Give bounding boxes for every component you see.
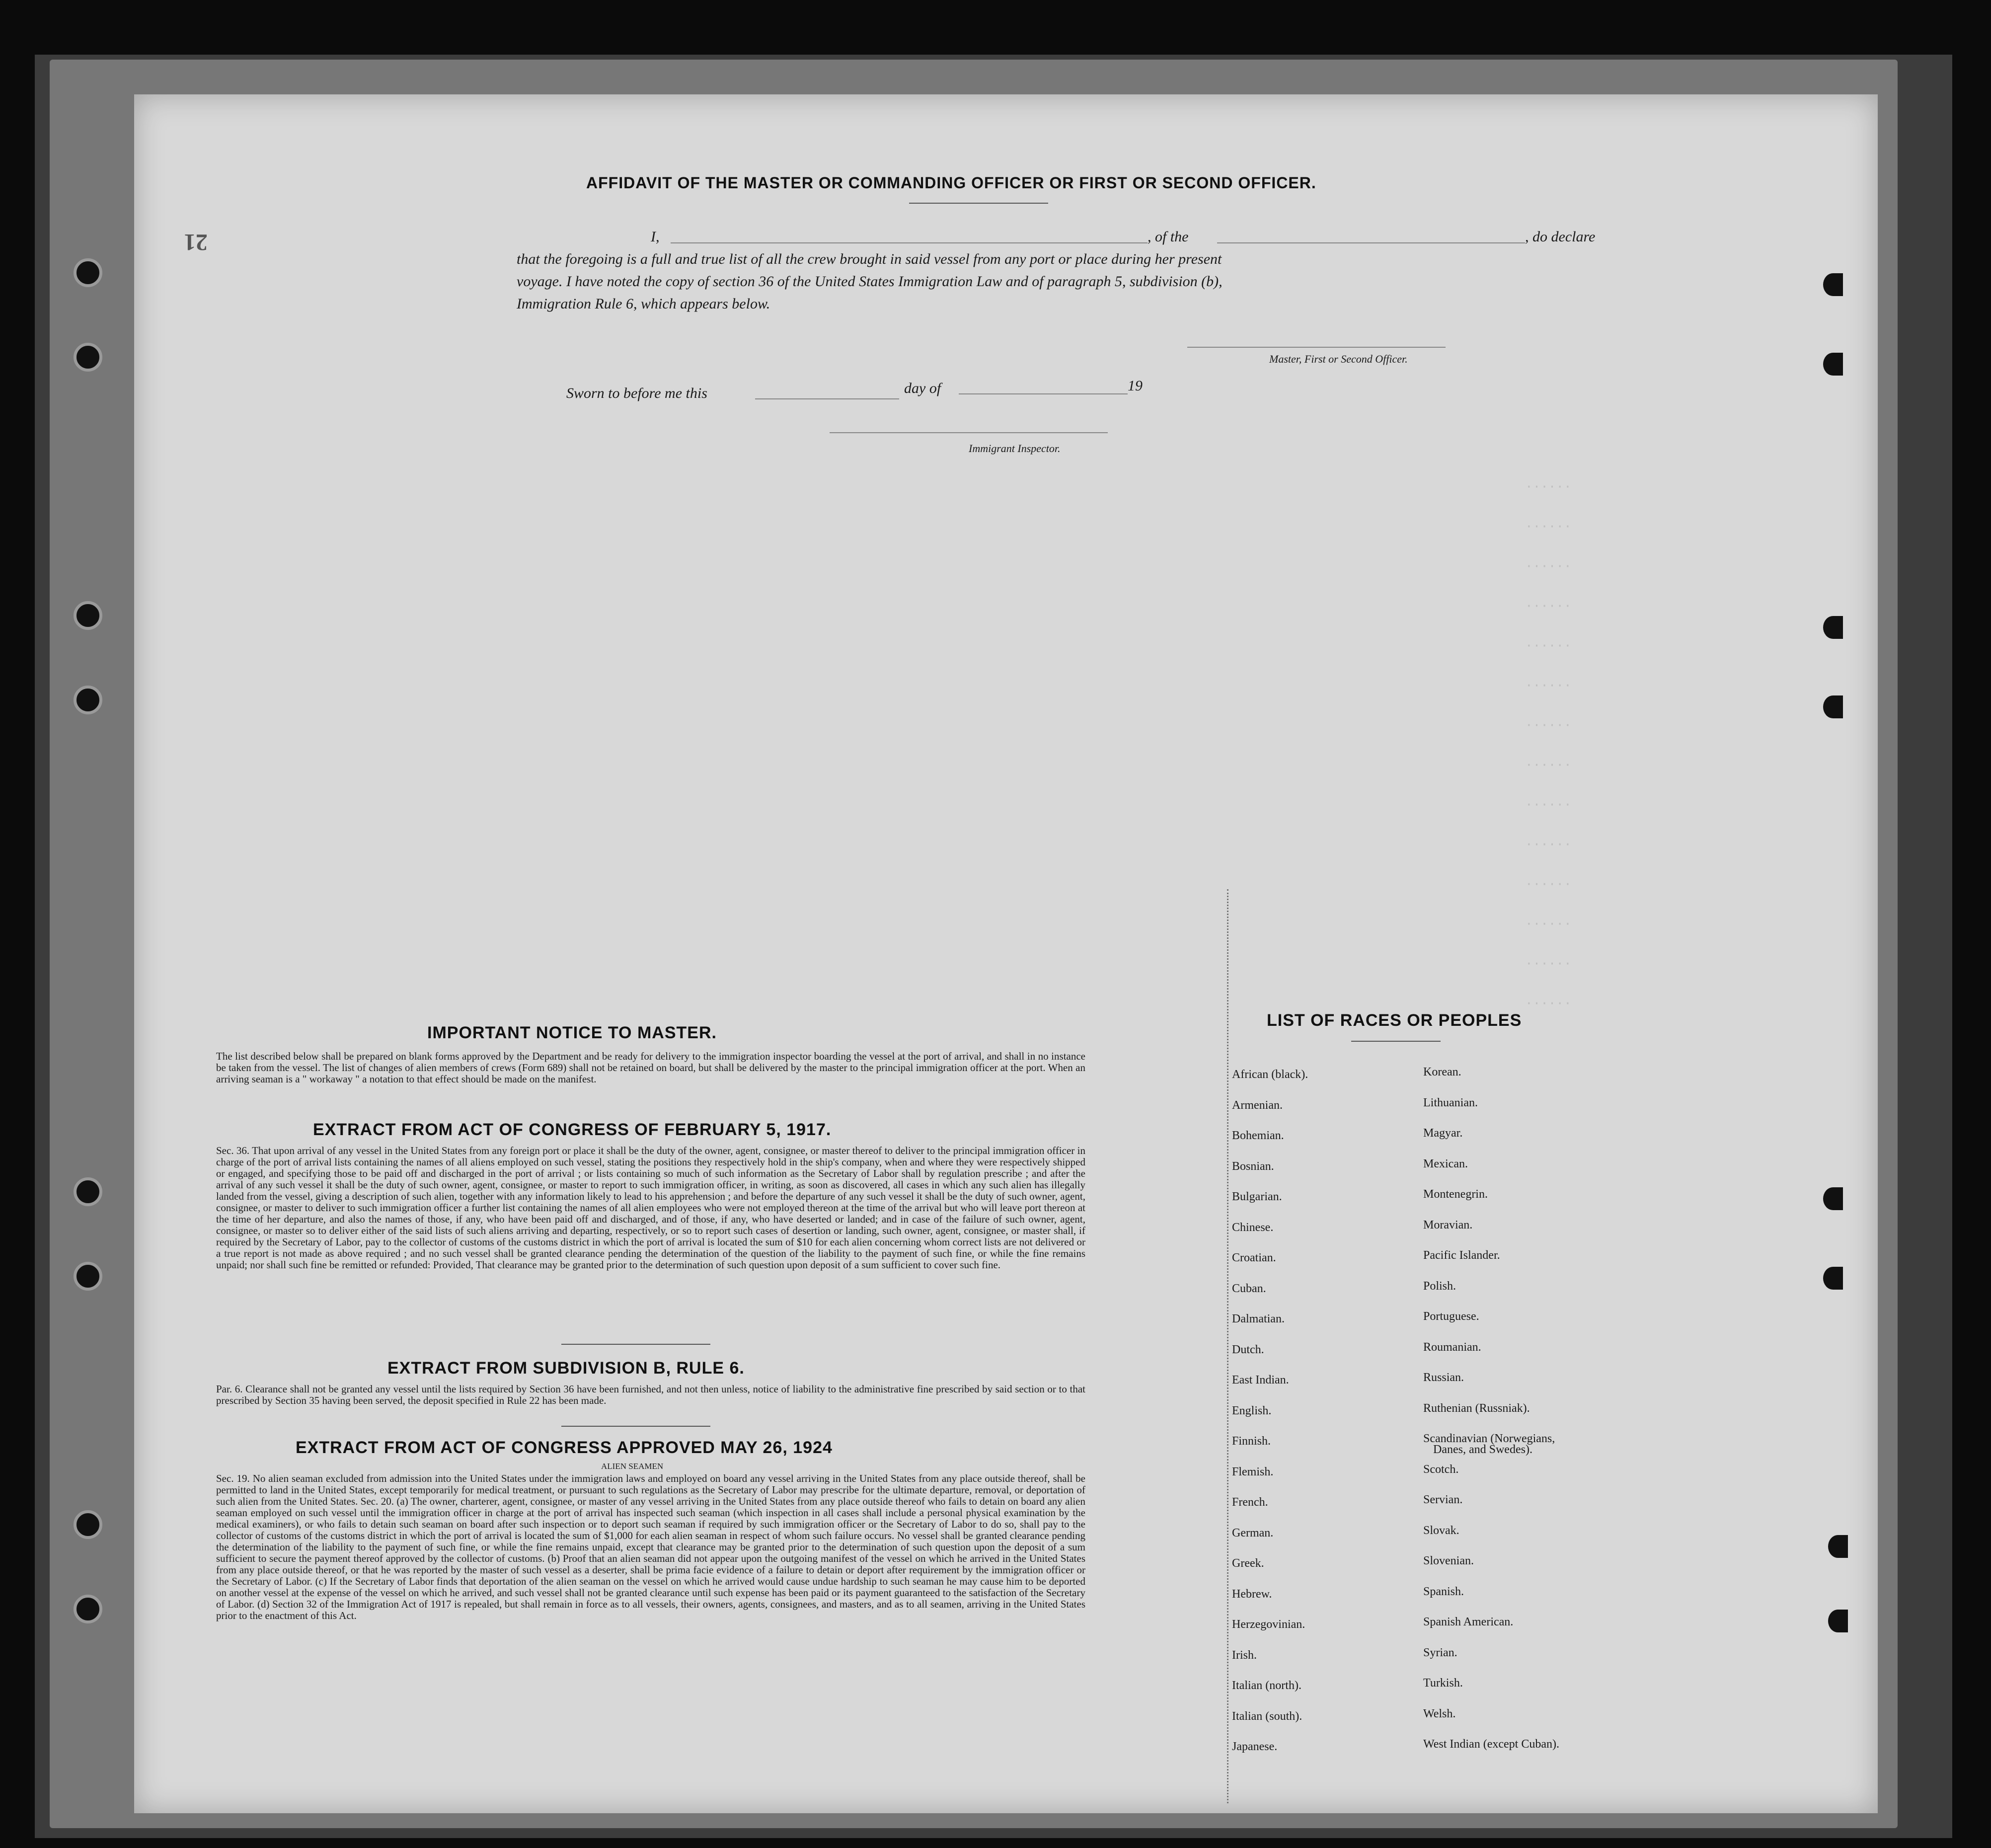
punch-hole [1823,353,1843,376]
punch-hole [1828,1535,1848,1558]
binder-hole [74,601,102,630]
race-item: African (black). [1232,1068,1308,1081]
affidavit-title: AFFIDAVIT OF THE MASTER OR COMMANDING OFFICER OR FIRST OR SECOND OFFICER. [586,174,1316,192]
sworn-day-blank [755,398,899,399]
signature-line [1187,347,1446,348]
punch-hole [1823,273,1843,296]
extract-1924-body: Sec. 19. No alien seaman excluded from admission into the United States under the immigration laws and employed on board any vessel arriving in the United States from any place outside thereof, shall be permitted to land in the United States, except temporarily for medical treatment, or pursuant to such regulations as the Secretary of Labor may prescribe for the ultimate departure, removal, or deportation of such alien from the United States. Sec. 20. (a) The owner, charterer, agent, consignee, or master of any vessel arriving in the United States from any place outside thereof who fails to detain on board any alien seaman employed on such vessel until the immigration officer in charge at the port of arrival has inspected such seaman (which inspection in all cases shall include a personal physical examination by the medical examiners), or who fails to detain such seaman on board after such inspection or to deport such seaman if required by such immigration officer or the Secretary of Labor to do so, shall pay to the collector of customs of the customs district in which the port of arrival is located the sum of $1,000 for each alien seaman in respect of whom such failure occurs. No vessel shall be granted clearance pending the determination of the liability to the payment of such fine, or while the fine remains unpaid, except that clearance may be granted prior to the determination of such question upon the deposit of a sum sufficient to secure the payment thereof approved by the collector of customs. (b) Proof that an alien seaman did not appear upon the outgoing manifest of the vessel on which he arrived in the United States from any place outside thereof, or that he was reported by the master of such vessel as a deserter, shall be prima facie evidence of a failure to detain or deport after requirement by the immigration officer or the Secretary of Labor. (c) If the Secretary of Labor finds that deportation of the alien seaman on the vessel on which he arrived would cause undue hardship to such seaman he may cause him to be deported on another vessel at the expense of the vessel on which he arrived, and such vessel shall not be granted clearance until such expense has been paid or its payment guaranteed to the satisfaction of the Secretary of Labor. (d) Section 32 of the Immigration Act of 1917 is repealed, but shall remain in force as to all vessels, their owners, agents, consignees, and masters, and as to all seamen, arriving in the United States prior to the enactment of this Act. [216,1472,1085,1621]
race-item: Finnish. [1232,1435,1271,1448]
inspector-label: Immigrant Inspector. [969,442,1061,455]
extract-rule6-title: EXTRACT FROM SUBDIVISION B, RULE 6. [387,1359,745,1378]
title-underline [909,203,1048,204]
race-item: French. [1232,1496,1268,1509]
notice-title: IMPORTANT NOTICE TO MASTER. [427,1023,717,1042]
affidavit-line1-declare: , do declare [1525,229,1596,245]
race-item: Turkish. [1423,1677,1463,1690]
binder-hole [74,1595,102,1623]
punch-hole [1823,1267,1843,1290]
binder-hole [74,1510,102,1539]
race-item: Bulgarian. [1232,1190,1282,1203]
affidavit-line2: that the foregoing is a full and true list of all the crew brought in said vessel from any port or place during her present [517,251,1222,267]
year-label: 19 [1128,378,1143,394]
race-item: Dalmatian. [1232,1312,1285,1325]
race-item: Bosnian. [1232,1159,1274,1173]
punch-hole [1823,695,1843,718]
race-item: Herzegovinian. [1232,1618,1305,1631]
race-item: German. [1232,1526,1274,1540]
binder-hole [74,1177,102,1206]
race-item: Polish. [1423,1279,1456,1293]
manifest-page [134,94,1878,1813]
race-item: Hebrew. [1232,1587,1272,1601]
affidavit-line1-of: , of the [1148,229,1189,245]
binder-hole [74,258,102,287]
race-item: Montenegrin. [1423,1188,1488,1201]
binder-hole [74,343,102,372]
race-item: Russian. [1423,1371,1464,1384]
race-item: Dutch. [1232,1343,1264,1356]
race-item: Scotch. [1423,1463,1459,1476]
race-item: Scandinavian (Norwegians, [1423,1432,1555,1445]
race-item: West Indian (except Cuban). [1423,1738,1559,1751]
punch-hole [1823,616,1843,639]
race-item: Syrian. [1423,1646,1457,1659]
race-item: Slovenian. [1423,1554,1474,1567]
race-item: Pacific Islander. [1423,1249,1500,1262]
extract-1917-body: Sec. 36. That upon arrival of any vessel in the United States from any foreign port or place it shall be the duty of the owner, agent, consignee, or master thereof to deliver to the principal immigration officer in charge of the port of arrival lists containing the names of all aliens employed on such vessel, stating the positions they respectively hold in the ship's company, when and where they were respectively shipped or engaged, and specifying those to be paid off and discharged in the port of arrival ; or lists containing so much of such information as the Secretary of Labor shall by regulation prescribe ; and after the arrival of any such vessel it shall be the duty of such owner, agent, consignee, or master to report to such immigration officer, in writing, as soon as discovered, all cases in which any such alien has illegally landed from the vessel, giving a description of such alien, together with any information likely to lead to his apprehension ; and before the departure of any such vessel it shall be the duty of such owner, agent, consignee, or master to deliver to such immigration officer a further list containing the names of all alien employees who were not employed thereon at the time of the arrival but who will leave port thereon at the time of her departure, and also the names of those, if any, who have been paid off and discharged, and of those, if any, who have deserted or landed; and in case of the failure of such owner, agent, consignee, or master so to deliver either of the said lists of such aliens arriving and departing, respectively, or so to report such cases of desertion or landing, such owner, agent, consignee, or master shall, if required by the Secretary of Labor, pay to the collector of customs of the customs district in which the port of arrival is located the sum of $10 for each alien concerning whom correct lists are not delivered or a true report is not made as above required ; and no such vessel shall be granted clearance pending the determination of the question of the liability to the payment of such fine, or while the fine remains unpaid; nor shall such fine be remitted or refunded: Provided, That clearance may be granted prior to the determination of such question upon deposit of a sum sufficient to cover such fine. [216,1145,1085,1271]
affidavit-line3: voyage. I have noted the copy of section 36 of the United States Immigration Law and of paragraph 5, subdivision (b), [517,273,1223,290]
race-item: Flemish. [1232,1465,1274,1478]
race-item: Bohemian. [1232,1129,1284,1142]
race-item: Croatian. [1232,1251,1276,1264]
race-item: Mexican. [1423,1157,1468,1170]
race-item: Spanish American. [1423,1616,1514,1628]
day-of-label: day of [904,380,941,396]
race-item: Japanese. [1232,1740,1278,1753]
extract-rule6-body: Par. 6. Clearance shall not be granted any vessel until the lists required by Section 36 have been furnished, and not then unless, notice of liability to the administrative fine prescribed by said section or to that prescribed by Section 35 having been served, the deposit specified in Rule 22 has been made. [216,1383,1085,1406]
position-blank [1217,242,1525,243]
race-item: Chinese. [1232,1221,1274,1234]
race-item: Ruthenian (Russniak). [1423,1401,1530,1415]
race-item: Servian. [1423,1493,1463,1506]
race-item: Portuguese. [1423,1310,1479,1323]
race-item: Moravian. [1423,1218,1473,1232]
section-divider [561,1426,710,1427]
race-item: Lithuanian. [1423,1096,1478,1109]
signature-label: Master, First or Second Officer. [1269,353,1408,365]
race-item: Armenian. [1232,1098,1283,1112]
affidavit-line4: Immigration Rule 6, which appears below. [517,296,770,312]
race-scandinavian-cont: Danes, and Swedes). [1433,1443,1532,1456]
race-item: Italian (south). [1232,1709,1302,1723]
notice-body: The list described below shall be prepared on blank forms approved by the Department and be ready for delivery to the immigration inspector boarding the vessel at the port of arrival, and shall in no instance be taken from the vessel. The list of changes of alien members of crews (Form 689) shall not be retained on board, but shall be delivered by the master to the principal immigration officer at the port. When an arriving seaman is a " workaway " a notation to that effect should be made on the manifest. [216,1050,1085,1085]
extract-1924-subtitle: ALIEN SEAMEN [601,1462,664,1471]
race-item: Spanish. [1423,1585,1464,1598]
sworn-label: Sworn to before me this [566,385,707,401]
punch-hole [1828,1610,1848,1632]
race-item: Slovak. [1423,1524,1459,1537]
race-item: English. [1232,1404,1272,1417]
extract-1924-title: EXTRACT FROM ACT OF CONGRESS APPROVED MAY 26, 1924 [296,1438,833,1457]
race-item: Welsh. [1423,1707,1456,1720]
races-underline [1351,1041,1441,1042]
race-item: East Indian. [1232,1374,1289,1386]
race-item: Magyar. [1423,1127,1463,1140]
affidavit-line1-i: I, [651,229,660,245]
bleed-through-text: ······ ······ ······ ······ ······ ······ ······ ······ ······ ······ ······ ······ ······ ······ [1525,479,1572,1011]
binder-hole [74,686,102,714]
margin-number: 21 [184,229,208,255]
races-title: LIST OF RACES OR PEOPLES [1267,1011,1522,1030]
extract-1917-title: EXTRACT FROM ACT OF CONGRESS OF FEBRUARY 5, 1917. [313,1120,832,1139]
section-divider [561,1344,710,1345]
punch-hole [1823,1187,1843,1210]
race-item: Greek. [1232,1557,1264,1570]
race-item: Korean. [1423,1066,1461,1078]
race-item: Irish. [1232,1648,1257,1662]
inspector-line [830,432,1108,433]
race-item: Italian (north). [1232,1679,1302,1692]
race-item: Cuban. [1232,1282,1266,1295]
fold-crease [1227,889,1229,1803]
name-blank [671,242,1148,243]
race-item: Roumanian. [1423,1340,1481,1354]
month-blank [959,393,1128,394]
binder-hole [74,1262,102,1291]
